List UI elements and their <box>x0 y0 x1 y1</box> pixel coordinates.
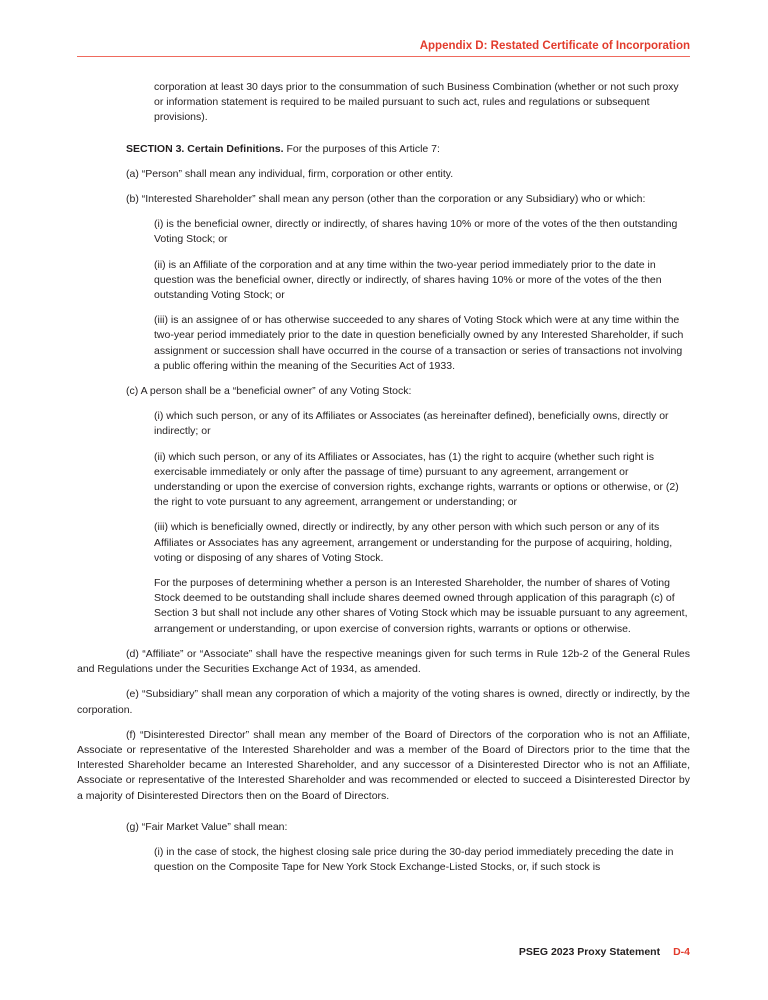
para-def-f: (f) “Disinterested Director” shall mean any member of the Board of Directors of the corporation who is not an Affiliate, Associate or representative of the Interested Shareholder and was a member of the Board of Directors prior to the time that the Interested Shareholder became an Interested Shareholder, and any successor of a Disinterested Director who is not an Affiliate, Associate or representative of the Interested Shareholder and was recommended or elected to succeed a Disinterested Director by a majority of Disinterested Directors then on the Board of Directors. <box>77 728 690 802</box>
para-def-g-i: (i) in the case of stock, the highest closing sale price during the 30-day period immediately preceding the date in question on the Composite Tape for New York Stock Exchange-Listed Stocks, or, if such stock is <box>154 845 674 874</box>
para-def-b-iii: (iii) is an assignee of or has otherwise succeeded to any shares of Voting Stock which were at any time within the two-year period immediately prior to the date in question beneficially owned by any Interested Shareholder, if such assignment or succession shall have occurred in the course of a transaction or series of transactions not involving a public offering within the meaning of the Securities Act of 1933. <box>154 314 684 372</box>
footer-doc-label: PSEG 2023 Proxy Statement <box>518 946 661 958</box>
para-continuation: corporation at least 30 days prior to the consummation of such Business Combination (whether or not such proxy or information statement is required to be mailed pursuant to such act, rules and regulations or subsequent provisions). <box>154 81 679 124</box>
section3-heading-rest: For the purposes of this Article 7: <box>283 142 440 155</box>
header-rule <box>77 56 690 57</box>
para-section3-heading <box>126 142 690 157</box>
page-footer <box>519 946 690 958</box>
para-def-b-i: (i) is the beneficial owner, directly or indirectly, of shares having 10% or more of the votes of the then outstanding Voting Stock; or <box>154 218 678 246</box>
para-def-c-note: For the purposes of determining whether a person is an Interested Shareholder, the number of shares of Voting Stock deemed to be outstanding shall include shares deemed owned through application of this paragraph (c) of Section 3 but shall not include any other shares of Voting Stock which may be issuable pursuant to any agreement, arrangement or understanding, or upon exercise of conversion rights, warrants or options or otherwise. <box>154 577 688 635</box>
para-def-g: (g) “Fair Market Value” shall mean: <box>126 820 288 833</box>
para-def-c-iii: (iii) which is beneficially owned, directly or indirectly, by any other person with which such person or any of its Affiliates or Associates has any agreement, arrangement or understanding for the purpose of acquiring, holding, voting or disposing of any shares of Voting Stock. <box>154 521 673 564</box>
page-header <box>77 40 690 57</box>
para-def-c-i: (i) which such person, or any of its Affiliates or Associates (as hereinafter defined), beneficially owns, directly or indirectly; or <box>154 410 669 438</box>
para-def-c: (c) A person shall be a “beneficial owner” of any Voting Stock: <box>126 385 412 398</box>
para-def-e: (e) “Subsidiary” shall mean any corporation of which a majority of the voting shares is owned, directly or indirectly, by the corporation. <box>77 688 690 716</box>
para-def-a: (a) “Person” shall mean any individual, firm, corporation or other entity. <box>126 167 454 180</box>
para-def-d: (d) “Affiliate” or “Associate” shall have the respective meanings given for such terms in Rule 12b-2 of the General Rules and Regulations under the Securities Exchange Act of 1934, as amended. <box>77 647 690 676</box>
para-def-c-ii: (ii) which such person, or any of its Affiliates or Associates, has (1) the right to acquire (whether such right is exercisable immediately or only after the passage of time) pursuant to any agreement, arrangement or understanding or upon the exercise of conversion rights, exchange rights, warrants or options or otherwise, or (2) the right to vote pursuant to any agreement, arrangement or understanding; or <box>154 450 679 509</box>
appendix-header-title: Appendix D: Restated Certificate of Incorporation <box>419 40 690 52</box>
footer-page-number: D-4 <box>673 946 690 958</box>
document-body <box>77 80 690 875</box>
para-def-b: (b) “Interested Shareholder” shall mean any person (other than the corporation or any Subsidiary) who or which: <box>126 193 646 206</box>
section3-heading-lead: SECTION 3. Certain Definitions. <box>126 142 284 155</box>
para-def-b-ii: (ii) is an Affiliate of the corporation and at any time within the two-year period immediately prior to the date in question was the beneficial owner, directly or indirectly, of shares having 10% or more of the votes of the then outstanding Voting Stock; or <box>154 258 662 302</box>
